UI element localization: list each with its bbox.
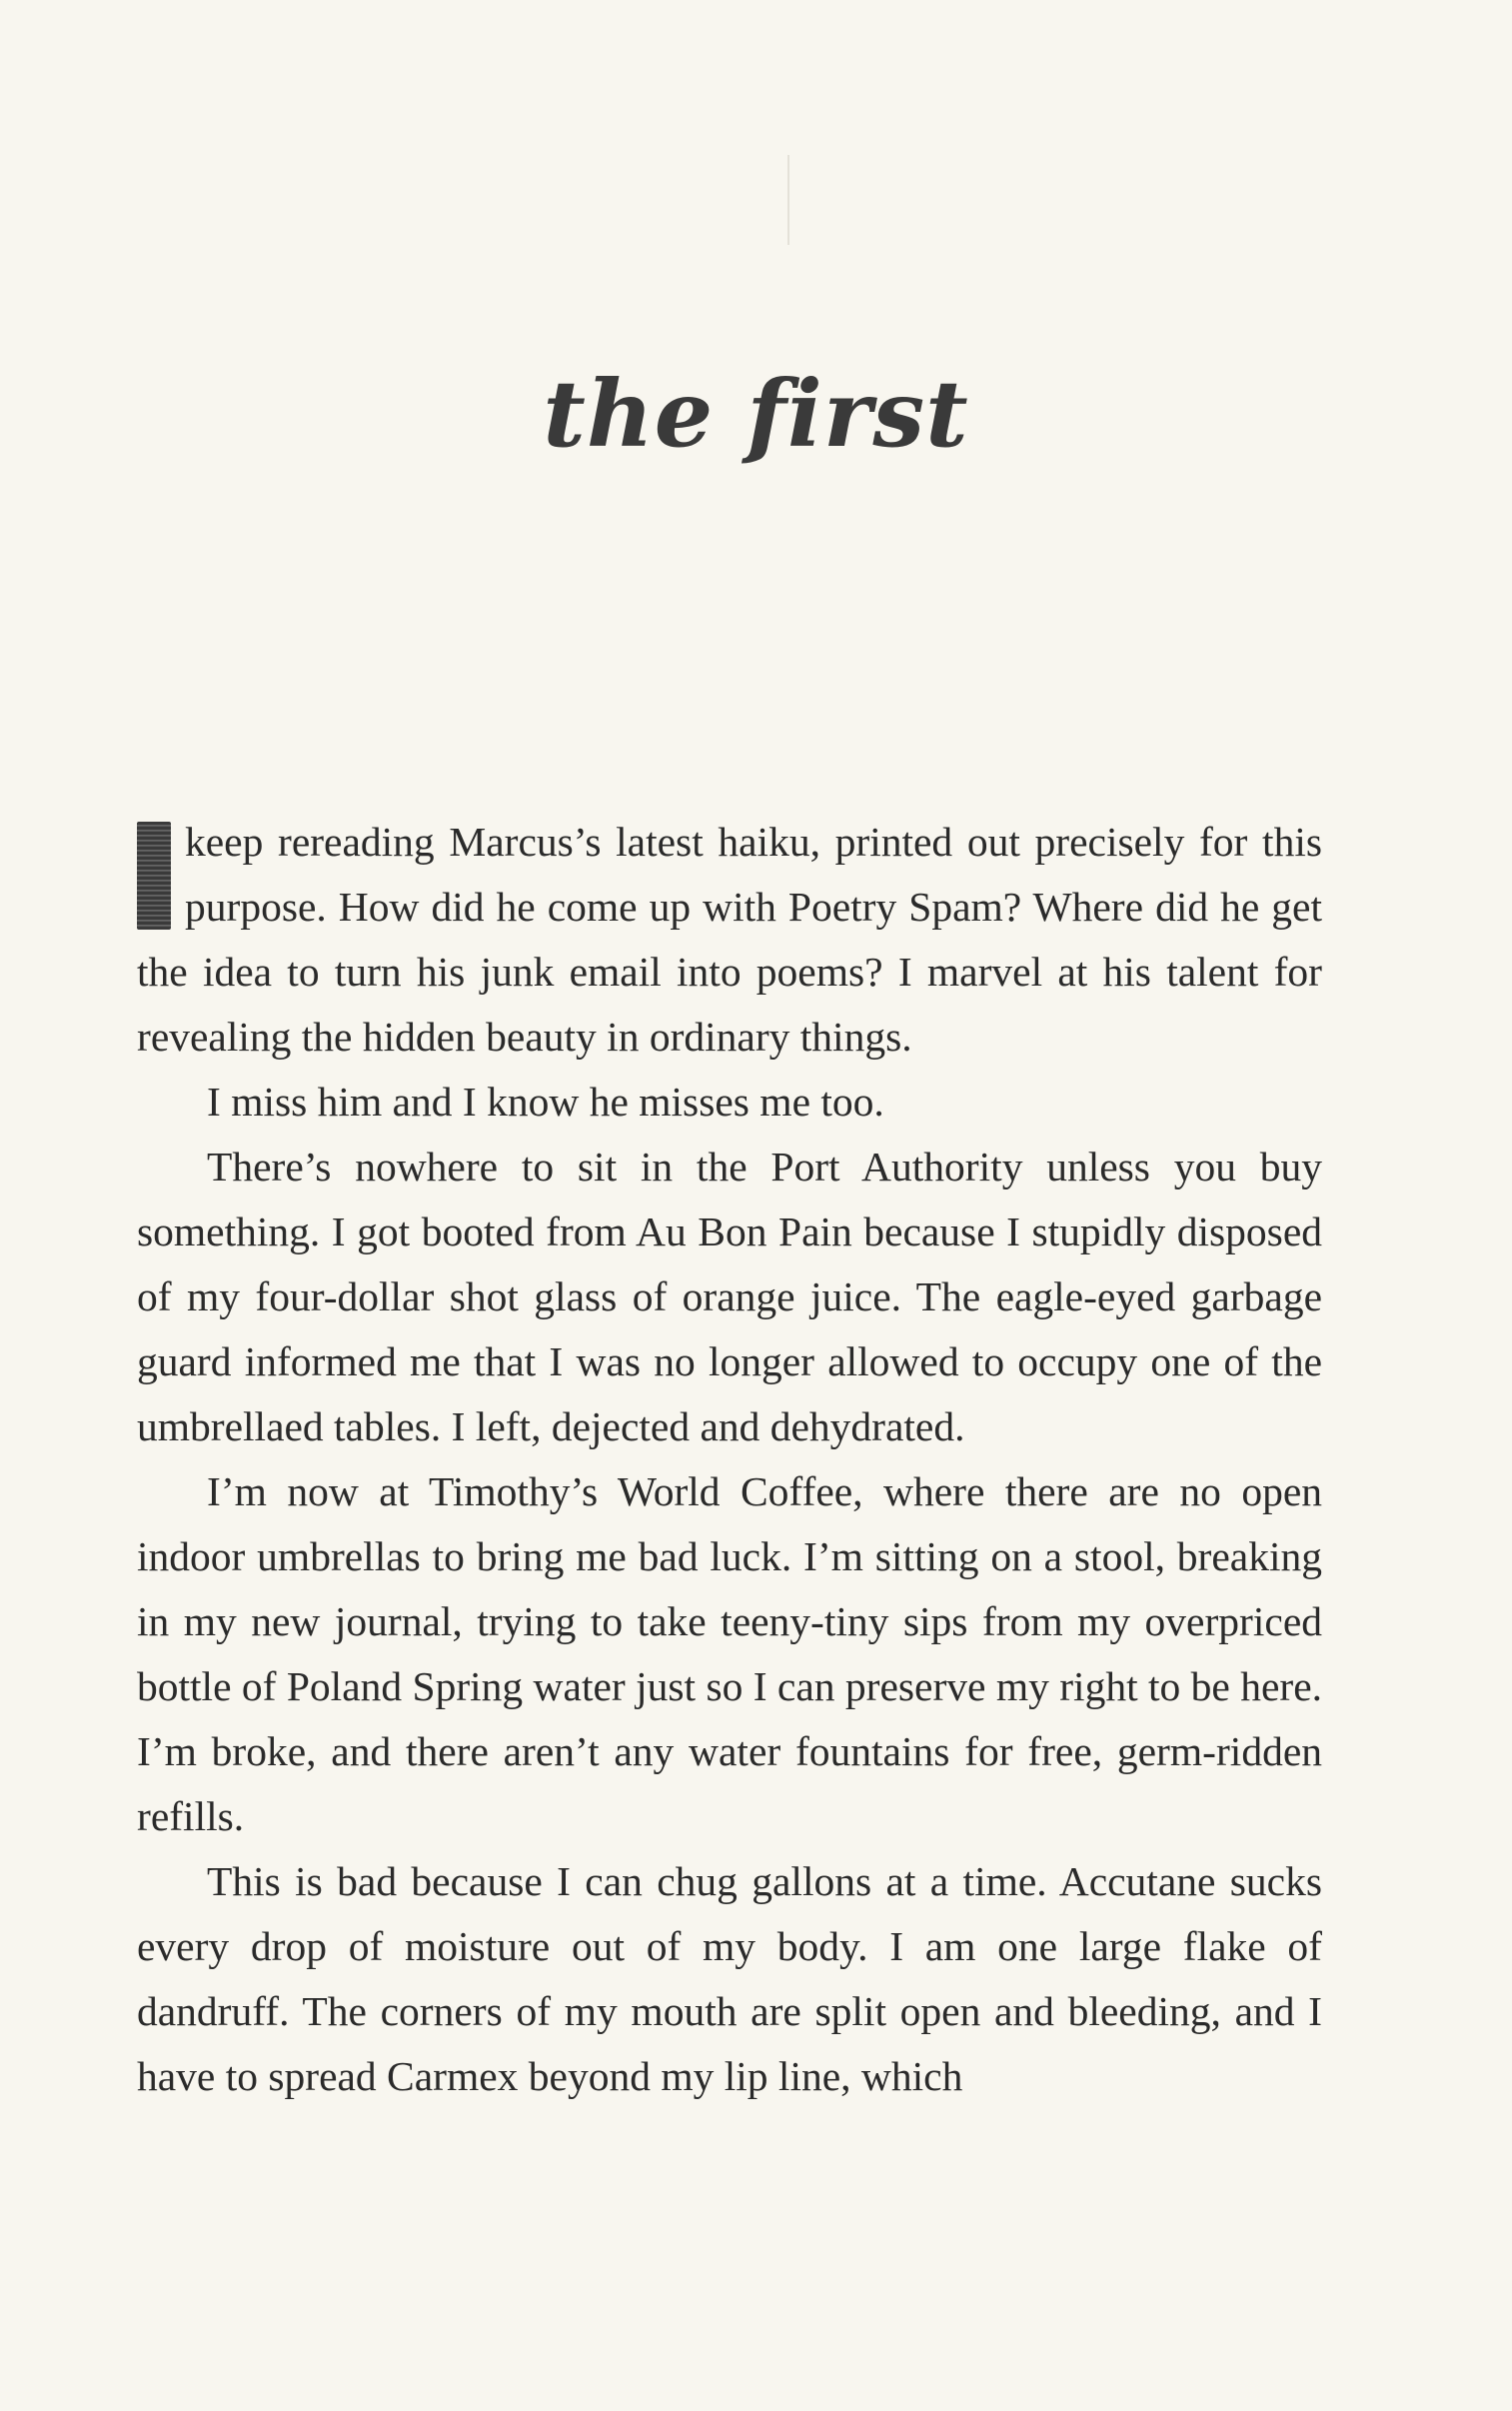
dropcap-icon bbox=[137, 822, 171, 930]
scan-artifact bbox=[787, 155, 789, 245]
dropcap-letter bbox=[137, 822, 171, 930]
paragraph-1 bbox=[137, 810, 1322, 1070]
body-text bbox=[137, 810, 1322, 2109]
paragraph-2: I miss him and I know he misses me too. bbox=[207, 1079, 884, 1125]
paragraph-3: There’s nowhere to sit in the Port Authority unless you buy something. I got booted from Au Bon Pain because I stupidly disposed of my four-dollar shot glass of orange juice. The eagle-eyed garbage guard informed me that I was no longer allowed to occupy one of the umbrellaed tables. I left, dejected and dehydrated. bbox=[137, 1144, 1322, 1449]
chapter-title: the first bbox=[543, 360, 969, 468]
paragraph-4: I’m now at Timothy’s World Coffee, where there are no open indoor umbrellas to bring me bad luck. I’m sitting on a stool, breaking in my new journal, trying to take teeny-tiny sips from my overpriced bottle of Poland Spring water just so I can preserve my right to be here. I’m broke, and there aren’t any water fountains for free, germ-ridden refills. bbox=[137, 1468, 1322, 1839]
paragraph-text: keep rereading Marcus’s latest haiku, printed out precisely for this purpose. How did he come up with Poetry Spam? Where did he get the idea to turn his junk email into poems? I marvel at his talent for revealing the hidden beauty in ordinary things. bbox=[137, 819, 1322, 1060]
paragraph-5: This is bad because I can chug gallons at a time. Accutane sucks every drop of moisture out of my body. I am one large flake of dandruff. The corners of my mouth are split open and bleeding, and I have to spread Carmex beyond my lip line, which bbox=[137, 1858, 1322, 2099]
